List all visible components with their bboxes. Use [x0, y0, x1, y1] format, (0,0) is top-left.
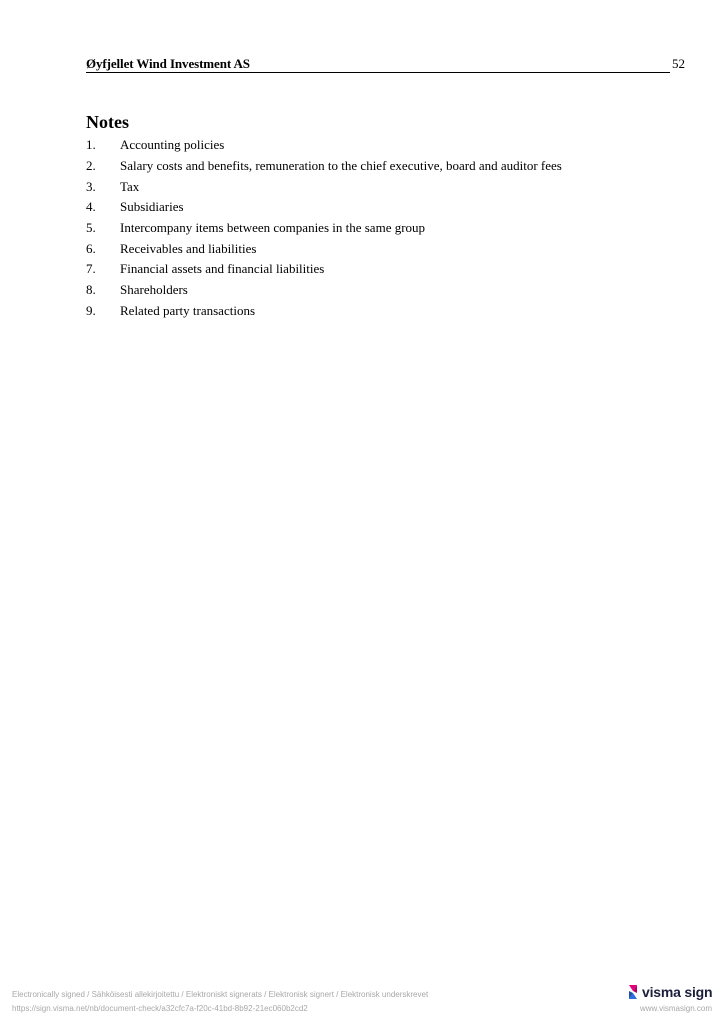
notes-list [86, 135, 562, 321]
item-number: 1. [86, 137, 96, 153]
list-item [86, 218, 562, 239]
list-item [86, 156, 562, 177]
item-number: 2. [86, 158, 96, 174]
visma-sign-logo [627, 983, 712, 1001]
item-label: Accounting policies [120, 137, 225, 153]
item-number: 6. [86, 240, 96, 256]
item-label: Salary costs and benefits, remuneration to the chief executive, board and auditor fees [120, 158, 562, 174]
list-item [86, 197, 562, 218]
list-item [86, 176, 562, 197]
list-item [86, 301, 562, 322]
page-header [86, 56, 685, 74]
list-item [86, 280, 562, 301]
item-number: 9. [86, 302, 96, 318]
company-name: Øyfjellet Wind Investment AS [86, 56, 250, 71]
item-number: 3. [86, 178, 96, 194]
item-label: Receivables and liabilities [120, 240, 257, 256]
list-item [86, 238, 562, 259]
item-label: Subsidiaries [120, 199, 184, 215]
visma-logo-icon [627, 984, 639, 1000]
item-label: Tax [120, 178, 140, 194]
item-label: Related party transactions [120, 302, 256, 318]
item-number: 5. [86, 220, 96, 236]
item-label: Financial assets and financial liabilities [120, 261, 325, 277]
header-divider [86, 72, 670, 73]
signature-notice: Electronically signed / Sähköisesti allekirjoitettu / Elektroniskt signerats / Elektronisk signert / Elektronisk underskrevet [12, 990, 429, 999]
list-item [86, 259, 562, 280]
notes-heading: Notes [86, 112, 129, 132]
document-check-link[interactable]: https://sign.visma.net/nb/document-check/a32cfc7a-f20c-41bd-8b92-21ec060b2cd2 [12, 1004, 308, 1013]
item-number: 4. [86, 199, 96, 215]
visma-site-link[interactable]: www.vismasign.com [639, 1004, 712, 1013]
list-item [86, 135, 562, 156]
item-label: Shareholders [120, 282, 188, 298]
item-label: Intercompany items between companies in the same group [120, 220, 426, 236]
logo-text: visma sign [642, 984, 713, 1000]
item-number: 7. [86, 261, 96, 277]
page-number: 52 [672, 56, 685, 71]
item-number: 8. [86, 282, 96, 298]
